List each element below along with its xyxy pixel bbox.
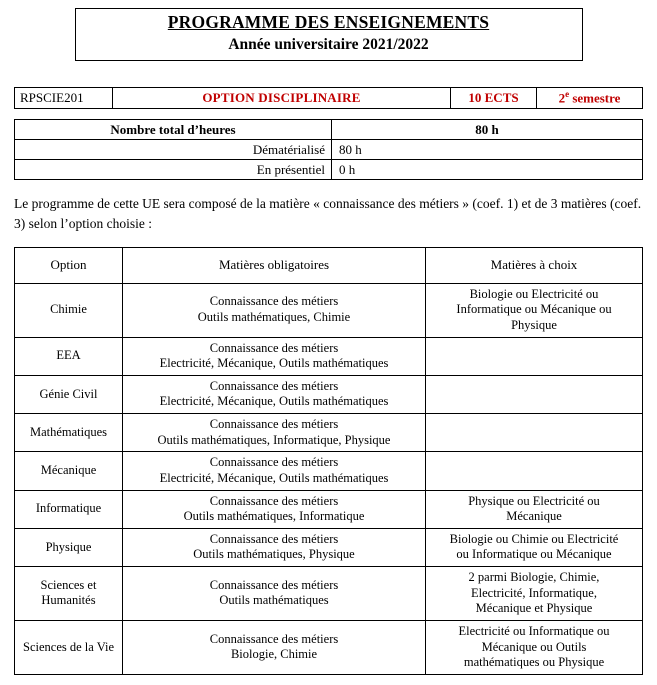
row-choice-line: Informatique ou Mécanique ou: [456, 302, 612, 317]
hours-row: [15, 140, 643, 160]
row-mandatory: [123, 337, 426, 375]
row-mandatory: [123, 490, 426, 528]
header-choice: Matières à choix: [426, 247, 643, 283]
row-option: Physique: [15, 528, 123, 566]
table-row: [15, 528, 643, 566]
ects-value: 10 ECTS: [451, 88, 537, 109]
hours-total-row: [15, 120, 643, 140]
row-option: Sciences et Humanités: [15, 567, 123, 621]
row-choice-line: Biologie ou Electricité ou: [469, 286, 599, 301]
row-choice-line: Biologie ou Chimie ou Electricité: [449, 531, 619, 546]
row-option: Informatique: [15, 490, 123, 528]
row-mandatory: [123, 452, 426, 490]
code-bar-row: [15, 88, 643, 109]
hours-row-value: 80 h: [332, 140, 643, 160]
row-choice: [426, 283, 643, 337]
row-mandatory-line: Connaissance des métiers: [209, 577, 339, 592]
table-row: [15, 414, 643, 452]
row-choice-line: Electricité, Informatique,: [471, 585, 597, 600]
row-choice: [426, 375, 643, 413]
row-mandatory-line: Connaissance des métiers: [209, 378, 339, 393]
semester-exponent: e: [565, 89, 570, 100]
course-code-bar: [14, 87, 643, 109]
row-choice: [426, 620, 643, 674]
row-mandatory-line: Connaissance des métiers: [209, 493, 339, 508]
hours-total-value: 80 h: [332, 120, 643, 140]
hours-total-label: Nombre total d’heures: [15, 120, 332, 140]
semester-word: semestre: [569, 90, 621, 106]
row-choice: [426, 452, 643, 490]
title-box: [75, 8, 583, 61]
row-option: Mécanique: [15, 452, 123, 490]
row-mandatory-line: Connaissance des métiers: [209, 455, 339, 470]
row-choice-line: Mécanique: [506, 509, 562, 524]
program-description: Le programme de cette UE sera composé de la matière « connaissance des métiers » (coef. 1) et de 3 matières (coef. 3) selon l’option choisie :: [14, 196, 642, 231]
row-mandatory: [123, 528, 426, 566]
hours-table: [14, 119, 643, 180]
row-choice-line: 2 parmi Biologie, Chimie,: [468, 570, 600, 585]
row-choice-line: Mécanique ou Outils: [481, 639, 587, 654]
row-choice: [426, 567, 643, 621]
table-row: [15, 567, 643, 621]
table-row: [15, 337, 643, 375]
row-mandatory-line: Electricité, Mécanique, Outils mathématiques: [159, 356, 389, 371]
row-mandatory-line: Outils mathématiques: [219, 593, 329, 608]
row-mandatory-line: Biologie, Chimie: [230, 647, 318, 662]
hours-row-value: 0 h: [332, 160, 643, 180]
row-mandatory-line: Outils mathématiques, Chimie: [197, 310, 351, 325]
row-mandatory-line: Connaissance des métiers: [209, 417, 339, 432]
row-mandatory-line: Outils mathématiques, Physique: [193, 547, 355, 562]
header-mandatory: Matières obligatoires: [123, 247, 426, 283]
row-option: Génie Civil: [15, 375, 123, 413]
options-matrix-table: [14, 247, 643, 675]
hours-row: [15, 160, 643, 180]
row-choice: [426, 490, 643, 528]
table-row: [15, 283, 643, 337]
row-choice: [426, 528, 643, 566]
hours-row-label: En présentiel: [15, 160, 332, 180]
hours-row-label: Dématérialisé: [15, 140, 332, 160]
row-choice-line: ou Informatique ou Mécanique: [456, 547, 612, 562]
row-option: Sciences de la Vie: [15, 620, 123, 674]
row-choice-line: Physique: [511, 317, 557, 332]
table-row: [15, 375, 643, 413]
option-label: OPTION DISCIPLINAIRE: [113, 88, 451, 109]
row-choice-line: Mécanique et Physique: [475, 601, 593, 616]
row-mandatory: [123, 567, 426, 621]
document-page: [0, 8, 657, 685]
row-mandatory-line: Outils mathématiques, Informatique: [183, 509, 365, 524]
row-mandatory-line: Connaissance des métiers: [209, 340, 339, 355]
row-mandatory-line: Connaissance des métiers: [209, 294, 339, 309]
row-mandatory: [123, 283, 426, 337]
row-choice-line: Physique ou Electricité ou: [468, 493, 600, 508]
course-code: RPSCIE201: [15, 88, 113, 109]
table-row: [15, 490, 643, 528]
table-row: [15, 620, 643, 674]
page-title: PROGRAMME DES ENSEIGNEMENTS: [167, 12, 490, 32]
row-mandatory-line: Electricité, Mécanique, Outils mathématiques: [159, 394, 389, 409]
header-option: Option: [15, 247, 123, 283]
semester-value: [537, 88, 643, 109]
row-mandatory: [123, 375, 426, 413]
semester-number: 2: [558, 90, 566, 106]
row-mandatory-line: Connaissance des métiers: [209, 631, 339, 646]
row-option: Mathématiques: [15, 414, 123, 452]
table-row: [15, 452, 643, 490]
row-mandatory-line: Connaissance des métiers: [209, 531, 339, 546]
row-choice: [426, 414, 643, 452]
row-mandatory: [123, 414, 426, 452]
row-option: EEA: [15, 337, 123, 375]
row-mandatory-line: Electricité, Mécanique, Outils mathématiques: [159, 470, 389, 485]
row-choice-line: mathématiques ou Physique: [463, 655, 605, 670]
table-header-row: [15, 247, 643, 283]
page-subtitle: Année universitaire 2021/2022: [228, 35, 429, 53]
row-choice-line: Electricité ou Informatique ou: [458, 623, 610, 638]
row-mandatory-line: Outils mathématiques, Informatique, Physique: [157, 432, 391, 447]
row-mandatory: [123, 620, 426, 674]
row-option: Chimie: [15, 283, 123, 337]
row-choice: [426, 337, 643, 375]
